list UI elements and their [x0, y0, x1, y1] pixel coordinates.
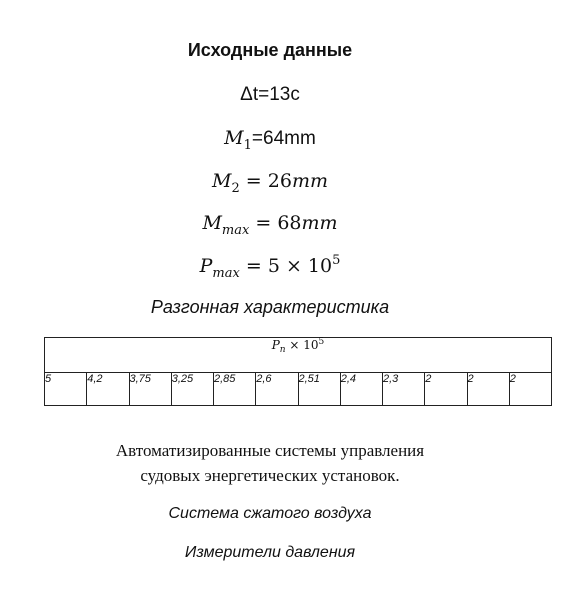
table-cell: 4,2 [87, 373, 129, 406]
m2-formula [0, 170, 540, 196]
m1-formula [0, 127, 540, 153]
table-header-row [45, 338, 552, 373]
table-cell: 2,6 [256, 373, 298, 406]
table-cell: 3,25 [171, 373, 213, 406]
table-cell: 5 [45, 373, 87, 406]
mmax-formula [0, 212, 540, 238]
page-title: Исходные данные [187, 40, 353, 60]
pmax-symbol: P [199, 255, 213, 277]
m2-unit: mm [291, 170, 328, 192]
header-subscript: n [279, 345, 286, 355]
table-row [45, 373, 552, 406]
table-cell: 2,4 [340, 373, 382, 406]
mmax-unit: mm [301, 212, 338, 234]
table-cell: 2 [509, 373, 551, 406]
course-title-line2: судовых энергетических установок. [140, 466, 400, 485]
pmax-equals: = 5 × 10 [239, 255, 333, 277]
mmax-subscript: max [221, 223, 250, 238]
pressure-table [44, 337, 552, 406]
pmax-superscript: 5 [332, 253, 341, 268]
pmax-formula [0, 253, 540, 281]
m1-subscript: 1 [243, 138, 252, 153]
table-cell: 2,85 [214, 373, 256, 406]
pmax-subscript: max [212, 266, 240, 281]
header-symbol: P [271, 338, 280, 352]
table-cell: 2 [467, 373, 509, 406]
table-cell: 3,75 [129, 373, 171, 406]
topic-name: Измерители давления [184, 544, 356, 561]
m1-value: =64mm [251, 128, 316, 149]
table-header-cell [45, 338, 552, 373]
mmax-equals: = 68 [249, 212, 302, 234]
section-subtitle: Разгонная характеристика [150, 297, 390, 317]
header-times: × 10 [285, 338, 319, 352]
table-cell: 2,51 [298, 373, 340, 406]
table-cell: 2,3 [383, 373, 425, 406]
m2-subscript: 2 [231, 181, 240, 196]
header-superscript: 5 [318, 337, 325, 347]
delta-t-value: Δt=13с [240, 84, 300, 105]
system-name: Система сжатого воздуха [168, 505, 372, 522]
table-cell: 2 [425, 373, 467, 406]
course-title-line1: Автоматизированные системы управления [115, 441, 425, 460]
m2-symbol: M [212, 170, 232, 192]
m2-equals: = 26 [239, 170, 292, 192]
mmax-symbol: M [202, 212, 222, 234]
m1-symbol: M [224, 127, 244, 149]
